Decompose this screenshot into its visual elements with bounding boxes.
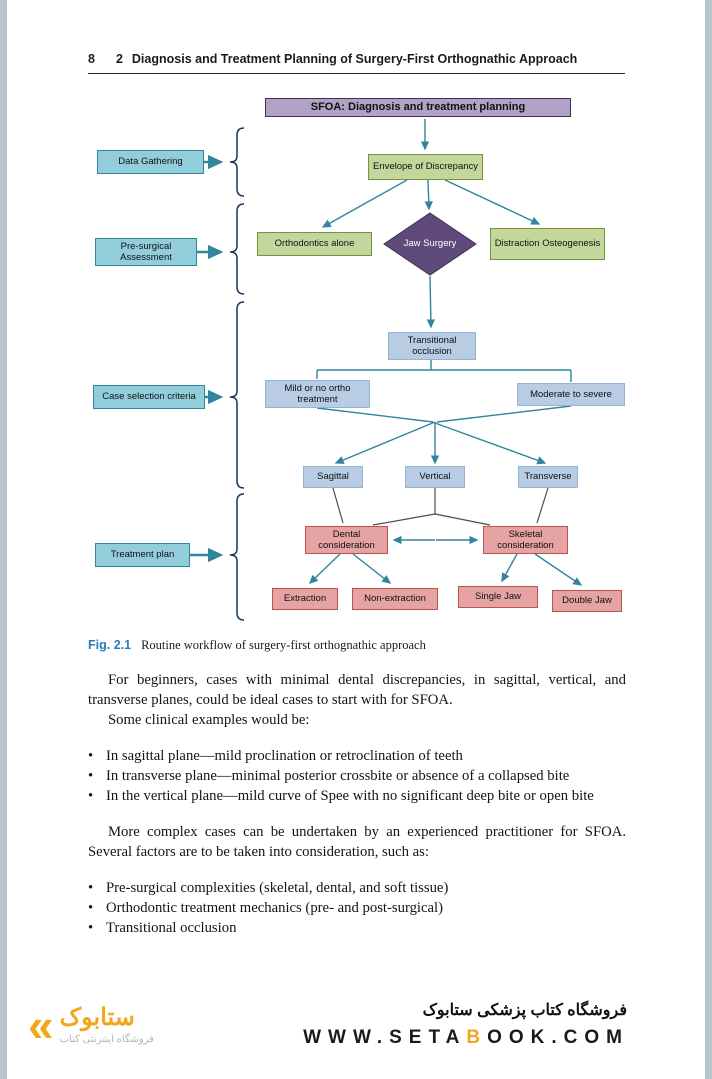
stage-arrow-group [190, 162, 221, 555]
stage-label-treatment-plan: Treatment plan [95, 543, 190, 567]
paragraph: More complex cases can be undertaken by an experienced practitioner for SFOA. Several factors are to be taken into consideration, such as: [88, 824, 626, 860]
node-transverse: Transverse [518, 466, 578, 488]
node-transitional-occlusion: Transitional occlusion [388, 332, 476, 360]
page-edge-right [705, 0, 712, 1079]
node-vertical: Vertical [405, 466, 465, 488]
bullet-icon: • [88, 920, 94, 936]
figure-caption-text: Routine workflow of surgery-first orthognathic approach [141, 638, 426, 652]
node-flowchart-title: SFOA: Diagnosis and treatment planning [265, 98, 571, 117]
page-number: 8 [88, 52, 95, 66]
body-text [88, 670, 626, 938]
paragraph: For beginners, cases with minimal dental discrepancies, in sagittal, vertical, and transverse planes, could be ideal cases to start with for SFOA. [88, 672, 626, 708]
brace-group [230, 128, 244, 620]
stage-label-data-gathering: Data Gathering [97, 150, 204, 174]
bullet-icon: • [88, 900, 94, 916]
paragraph: Some clinical examples would be: [108, 712, 310, 728]
logo-title: ستابوک [59, 1003, 135, 1031]
bullet-icon: • [88, 768, 94, 784]
node-envelope-of-discrepancy: Envelope of Discrepancy [368, 154, 483, 180]
bullet-list-examples [88, 746, 626, 806]
node-dental-consideration: Dental consideration [305, 526, 388, 554]
figure-caption [88, 638, 625, 653]
bullet-item: • In the vertical plane—mild curve of Spee with no significant deep bite or open bite [88, 788, 594, 804]
setabook-logo [28, 999, 154, 1051]
bullet-item: • In transverse plane—minimal posterior crossbite or absence of a collapsed bite [88, 768, 570, 784]
running-header [88, 52, 625, 74]
node-jaw-surgery: Jaw Surgery [403, 238, 457, 250]
bullet-item: • Transitional occlusion [88, 920, 237, 936]
bullet-icon: • [88, 880, 94, 896]
chevron-icon: « [28, 999, 54, 1051]
node-single-jaw: Single Jaw [458, 586, 538, 608]
logo-text-block [60, 1005, 154, 1045]
dark-connector-group [333, 488, 548, 525]
bullet-item: • Orthodontic treatment mechanics (pre- and post-surgical) [88, 900, 444, 916]
node-extraction: Extraction [272, 588, 338, 610]
bullet-item: • Pre-surgical complexities (skeletal, dental, and soft tissue) [88, 880, 449, 896]
bullet-icon: • [88, 788, 94, 804]
logo-subtitle: فروشگاه اینترنتی کتاب [59, 1034, 154, 1046]
node-non-extraction: Non-extraction [352, 588, 438, 610]
node-orthodontics-alone: Orthodontics alone [257, 232, 372, 256]
node-skeletal-consideration: Skeletal consideration [483, 526, 568, 554]
running-title: Diagnosis and Treatment Planning of Surgery-First Orthognathic Approach [131, 52, 578, 66]
footer-store-text: فروشگاه کتاب پزشکی ستابوک [422, 1002, 627, 1019]
chapter-number: 2 [115, 52, 123, 66]
node-mild-or-no-ortho: Mild or no ortho treatment [265, 380, 370, 408]
node-double-jaw: Double Jaw [552, 590, 622, 612]
stage-label-pre-surgical-assessment: Pre-surgical Assessment [95, 238, 197, 266]
figure-label: Fig. 2.1 [88, 638, 132, 652]
flowchart-figure [85, 92, 635, 626]
page-edge-left [0, 0, 7, 1079]
node-distraction-osteogenesis: Distraction Osteogenesis [490, 228, 605, 260]
node-moderate-to-severe: Moderate to severe [517, 383, 625, 406]
stage-label-case-selection-criteria: Case selection criteria [93, 385, 205, 409]
bullet-icon: • [88, 748, 94, 764]
bullet-list-factors [88, 878, 626, 938]
bullet-item: • In sagittal plane—mild proclination or retroclination of teeth [88, 748, 463, 764]
footer-website-url: WWW.SETABOOK.COM [303, 1027, 629, 1048]
node-sagittal: Sagittal [303, 466, 363, 488]
